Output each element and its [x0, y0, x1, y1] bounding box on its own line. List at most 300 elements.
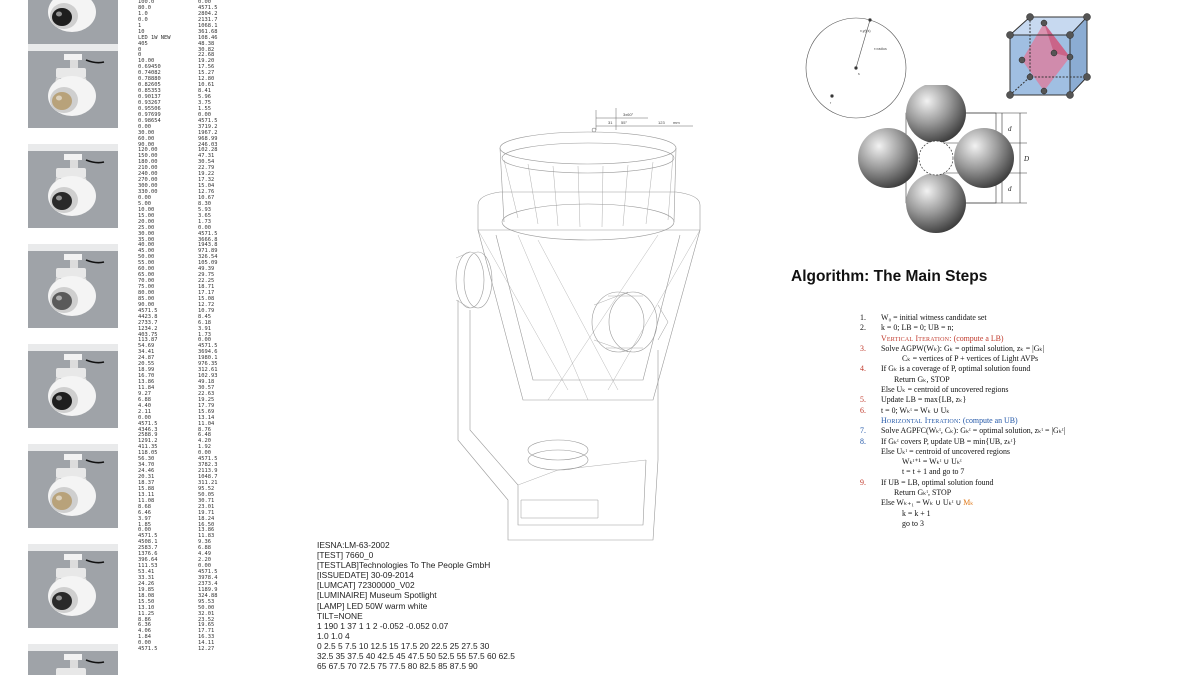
data-cell-right: 19.65	[198, 622, 215, 629]
data-cell-left: 403.75	[138, 331, 158, 338]
data-cell-right: 1967.2	[198, 129, 218, 136]
dimension-callout	[592, 108, 693, 132]
data-cell-left: 2.11	[138, 408, 151, 415]
data-cell-left: 118.05	[138, 450, 158, 457]
step-9-else	[860, 498, 1190, 508]
data-cell-left: 10	[138, 28, 145, 35]
data-cell-right: 48.38	[198, 40, 215, 47]
data-cell-left: 18.08	[138, 592, 155, 599]
data-cell-left: 24.46	[138, 468, 155, 475]
dim-label-4: 123	[658, 120, 665, 125]
data-cell-right: 19.20	[198, 58, 215, 65]
sphere-label-d1: d	[1008, 125, 1012, 133]
dim-label-1: 3x60°	[623, 112, 634, 117]
data-cell-left: 6.36	[138, 622, 151, 629]
lamp-bracket	[458, 300, 658, 540]
spotlight-product-thumbnail	[28, 344, 118, 428]
data-cell-left: 240.00	[138, 171, 158, 178]
ies-line-12: 32.5 35 37.5 40 42.5 45 47.5 50 52.5 55 57.5 60 62.5	[317, 651, 515, 662]
data-cell-left: 0.90137	[138, 94, 161, 100]
spotlight-wireframe-drawing	[418, 100, 718, 545]
data-cell-right: 11.04	[198, 420, 215, 427]
data-cell-right: 16.50	[198, 521, 215, 528]
data-cell-left: 210.00	[138, 165, 158, 172]
step-number: 6.	[860, 405, 866, 415]
step-9-return: Return Gₖᵗ, STOP	[894, 488, 952, 498]
step-2	[860, 323, 1190, 333]
data-cell-left: 11.84	[138, 384, 155, 391]
data-cell-right: 9.36	[198, 539, 211, 546]
data-cell-right: 1943.8	[198, 242, 218, 249]
data-cell-right: 49.39	[198, 266, 215, 273]
data-cell-left: LED 1W NEW	[138, 34, 171, 41]
data-cell-left: 1	[138, 22, 142, 29]
ies-line-2: [TEST] 7660_0	[317, 550, 374, 561]
data-cell-left: 405	[138, 40, 148, 47]
data-cell-right: 102.28	[198, 147, 218, 154]
data-cell-left: 0	[138, 52, 142, 59]
section-name: Horizontal Iteration:	[881, 415, 961, 425]
data-cell-right: 6.88	[198, 545, 211, 552]
dim-label-2: 31	[608, 120, 613, 125]
step-number: 7.	[860, 426, 866, 436]
data-cell-right: 18.71	[198, 284, 215, 290]
data-cell-right: 29.75	[198, 272, 215, 279]
step-4	[860, 364, 1190, 374]
data-cell-left: 180.00	[138, 159, 158, 166]
ies-file-header-text	[317, 540, 557, 671]
step-number: 2.	[860, 323, 866, 333]
data-cell-left: 30.00	[138, 230, 155, 237]
step-4-return: Return Gₖ, STOP	[894, 374, 950, 384]
data-cell-left: 0.69450	[138, 64, 161, 71]
data-cell-right: 2131.7	[198, 16, 218, 23]
data-cell-left: 8.68	[138, 503, 151, 510]
data-cell-right: 95.52	[198, 485, 215, 492]
data-cell-right: 18.24	[198, 515, 215, 522]
data-cell-right: 49.18	[198, 379, 215, 385]
data-cell-left: 10.00	[138, 58, 155, 65]
data-cell-right: 3719.2	[198, 123, 218, 130]
step-1	[860, 313, 1190, 323]
data-cell-right: 2804.2	[198, 10, 218, 17]
data-cell-right: 246.03	[198, 141, 218, 148]
data-cell-left: 20.55	[138, 361, 155, 368]
horizontal-iteration-header	[860, 416, 1190, 426]
step-9-highlight: Mₖ	[963, 498, 974, 508]
data-cell-left: 0.85353	[138, 88, 161, 95]
data-cell-left: 0.97699	[138, 111, 161, 118]
data-cell-left: 3.97	[138, 515, 151, 522]
data-cell-left: 4508.1	[138, 539, 158, 546]
step-9-else-text: Else Wₖ₊₁ = Wₖ ∪ Uₖᵗ ∪	[881, 498, 964, 508]
data-cell-left: 20.00	[138, 218, 155, 225]
data-cell-right: 17.71	[198, 628, 215, 635]
data-cell-right: 6.48	[198, 432, 211, 439]
step-8-update: Wₖᵗ⁺¹ = Wₖᵗ ∪ Uₖᵗ	[902, 457, 962, 467]
data-cell-left: 18.99	[138, 367, 155, 374]
data-cell-right: 22.68	[198, 52, 215, 59]
data-cell-right: 4571.5	[198, 4, 218, 11]
ies-line-6: [LUMINAIRE] Museum Spotlight	[317, 590, 437, 601]
data-cell-right: 1.73	[198, 218, 211, 225]
data-cell-left: 111.53	[138, 563, 158, 570]
data-cell-left: 11.08	[138, 497, 155, 504]
spotlight-product-thumbnail	[28, 244, 118, 328]
data-cell-right: 8.76	[198, 426, 211, 433]
data-row	[138, 647, 238, 653]
data-cell-left: 1376.6	[138, 551, 158, 558]
circle-label-pt: x,y(t,s)	[860, 29, 871, 33]
data-cell-left: 25.00	[138, 224, 155, 231]
ies-line-3: [TESTLAB]Technologies To The People GmbH	[317, 560, 491, 571]
data-cell-right: 17.79	[198, 402, 215, 409]
step-8-else: Else Uₖᵗ = centroid of uncovered regions	[881, 446, 1010, 456]
data-cell-right: 3782.3	[198, 462, 218, 469]
step-number: 5.	[860, 395, 866, 405]
data-cell-right: 0.00	[198, 563, 211, 570]
data-cell-left: 56.30	[138, 456, 155, 463]
data-cell-right: 976.35	[198, 361, 218, 368]
data-cell-right: 4571.5	[198, 230, 218, 237]
data-cell-right: 1048.7	[198, 474, 218, 480]
data-cell-left: 4346.3	[138, 426, 158, 433]
data-cell-right: 4571.5	[198, 569, 218, 575]
data-cell-right: 50.00	[198, 604, 215, 611]
data-cell-left: 0.93267	[138, 99, 161, 106]
data-cell-right: 15.04	[198, 183, 215, 190]
data-cell-left: 0	[138, 46, 142, 53]
spotlight-product-thumbnail	[28, 444, 118, 528]
section-note: (compute an UB)	[962, 415, 1018, 425]
step-text: t = 0; Wₖᵗ = Wₖ ∪ Uₖ	[881, 405, 950, 415]
algorithm-steps	[860, 313, 1190, 529]
circle-label-ring: r=radius	[874, 47, 887, 51]
data-cell-right: 3694.6	[198, 349, 218, 356]
data-cell-right: 23.01	[198, 503, 215, 510]
data-cell-right: 0.00	[198, 450, 211, 457]
data-cell-left: 85.00	[138, 295, 155, 302]
data-cell-right: 14.11	[198, 640, 215, 647]
ies-line-4: [ISSUEDATE] 30-09-2014	[317, 570, 414, 581]
data-cell-right: 30.54	[198, 159, 215, 166]
section-note: (compute a LB)	[953, 333, 1004, 343]
data-cell-right: 19.25	[198, 396, 215, 403]
data-cell-left: 70.00	[138, 278, 155, 285]
data-cell-right: 12.72	[198, 301, 215, 308]
data-cell-right: 1.92	[198, 444, 211, 451]
data-cell-right: 12.76	[198, 189, 215, 195]
data-cell-right: 5.96	[198, 94, 211, 100]
ies-line-1: IESNA:LM-63-2002	[317, 540, 390, 550]
data-cell-left: 4571.5	[138, 307, 158, 314]
data-cell-left: 2583.7	[138, 545, 158, 552]
data-cell-right: 23.52	[198, 616, 215, 623]
data-cell-right: 1.55	[198, 105, 211, 112]
data-cell-left: 80.0	[138, 4, 151, 11]
data-cell-left: 4571.5	[138, 533, 158, 540]
data-cell-right: 4571.5	[198, 456, 218, 463]
data-cell-right: 19.22	[198, 171, 215, 178]
data-cell-left: 0.0	[138, 16, 148, 23]
data-cell-right: 324.88	[198, 592, 218, 599]
ies-line-10: 1.0 1.0 4	[317, 630, 350, 641]
data-cell-right: 2.20	[198, 557, 211, 564]
step-8-loop: t = t + 1 and go to 7	[902, 467, 965, 477]
data-cell-right: 12.80	[198, 76, 215, 83]
data-cell-right: 16.33	[198, 634, 215, 641]
data-cell-left: 60.00	[138, 266, 155, 273]
data-cell-right: 22.63	[198, 390, 215, 397]
data-cell-right: 13.14	[198, 414, 215, 421]
data-cell-left: 150.00	[138, 153, 158, 160]
data-cell-left: 1234.2	[138, 325, 158, 332]
vertical-iteration-header	[860, 334, 1190, 344]
step-number: 4.	[860, 364, 866, 374]
data-cell-right: 15.08	[198, 295, 215, 302]
data-cell-right: 2373.4	[198, 580, 218, 587]
data-cell-left: 9.27	[138, 390, 151, 397]
data-cell-right: 10.79	[198, 307, 215, 314]
data-cell-left: 34.41	[138, 349, 155, 356]
step-text: If UB = LB, optimal solution found	[881, 477, 994, 487]
step-5	[860, 395, 1190, 405]
sphere-label-d2: d	[1008, 185, 1012, 193]
data-cell-left: 0.00	[138, 527, 151, 534]
data-cell-left: 0.95506	[138, 105, 161, 112]
data-cell-left: 411.35	[138, 444, 158, 451]
step-8	[860, 437, 1190, 447]
data-cell-left: 0.00	[138, 123, 151, 130]
data-cell-left: 24.26	[138, 580, 155, 587]
data-cell-left: 396.64	[138, 557, 158, 564]
data-cell-right: 17.32	[198, 177, 215, 184]
data-cell-left: 4571.5	[138, 646, 158, 653]
data-cell-left: 8.86	[138, 616, 151, 623]
data-cell-right: 4571.5	[198, 343, 218, 350]
data-cell-left: 60.00	[138, 135, 155, 142]
data-cell-right: 8.45	[198, 313, 211, 320]
data-cell-left: 5.00	[138, 200, 151, 207]
data-cell-left: 75.00	[138, 284, 155, 290]
data-cell-right: 12.27	[198, 646, 215, 653]
circle-label-s: s	[858, 72, 860, 76]
spotlight-product-thumbnail	[28, 644, 118, 675]
data-cell-left: 30.00	[138, 129, 155, 136]
data-cell-left: 0.82605	[138, 82, 161, 89]
ies-line-8: TILT=NONE	[317, 610, 363, 621]
data-cell-left: 40.00	[138, 242, 155, 249]
data-cell-right: 6.18	[198, 319, 211, 326]
data-cell-right: 968.99	[198, 135, 218, 142]
data-cell-right: 30.71	[198, 497, 215, 504]
step-text: If Gₖ is a coverage of P, optimal solution found	[881, 364, 1031, 374]
data-cell-left: 2588.9	[138, 432, 158, 439]
step-text: Solve AGPW(Wₖ): Gₖ = optimal solution, zₖ = |Gₖ|	[881, 343, 1045, 353]
data-cell-right: 3.65	[198, 212, 211, 219]
data-cell-left: 24.87	[138, 355, 155, 362]
step-3-continuation: Cₖ = vertices of P + vertices of Light AVPs	[902, 354, 1039, 364]
data-cell-right: 102.93	[198, 373, 218, 380]
data-cell-right: 10.67	[198, 194, 215, 201]
data-cell-left: 15.50	[138, 598, 155, 605]
data-cell-left: 10.00	[138, 206, 155, 213]
step-text: If Gₖᵗ covers P, update UB = min{UB, zₖᵗ}	[881, 436, 1017, 446]
data-cell-right: 22.25	[198, 278, 215, 285]
data-cell-left: 50.00	[138, 254, 155, 261]
data-cell-right: 19.71	[198, 509, 215, 516]
lamp-head	[478, 132, 700, 400]
step-9	[860, 478, 1190, 488]
data-cell-left: 45.00	[138, 248, 155, 255]
data-cell-left: 300.00	[138, 183, 158, 190]
data-cell-right: 326.54	[198, 254, 218, 261]
data-cell-left: 0.98654	[138, 117, 161, 124]
data-cell-right: 1068.1	[198, 22, 218, 29]
data-cell-left: 4571.5	[138, 420, 158, 427]
step-7	[860, 426, 1190, 436]
data-cell-left: 15.88	[138, 485, 155, 492]
data-cell-left: 4.06	[138, 628, 151, 635]
data-cell-right: 8.30	[198, 200, 211, 207]
data-cell-left: 19.85	[138, 586, 155, 593]
data-cell-left: 6.46	[138, 509, 151, 516]
data-cell-left: 100.0	[138, 0, 155, 5]
data-cell-left: 330.00	[138, 189, 158, 195]
data-cell-left: 13.10	[138, 604, 155, 611]
data-cell-right: 0.00	[198, 337, 211, 344]
ies-line-11: 0 2.5 5 7.5 10 12.5 15 17.5 20 22.5 25 27.5 30	[317, 640, 490, 651]
dim-label-3: 55°	[621, 120, 628, 125]
ies-line-5: [LUMCAT] 72300000_V02	[317, 580, 415, 591]
data-cell-right: 1189.9	[198, 586, 218, 593]
sphere-packing-diagram	[852, 85, 1052, 265]
algorithm-title: Algorithm: The Main Steps	[791, 268, 988, 285]
step-number: 8.	[860, 436, 866, 446]
data-cell-left: 16.70	[138, 373, 155, 380]
step-text: Solve AGPFC(Wₖᵗ, Cₖ): Gₖᵗ = optimal solution, zₖᵗ = |Gₖᵗ|	[881, 426, 1066, 436]
ies-line-7: [LAMP] LED 50W warm white	[317, 600, 428, 611]
data-cell-left: 35.00	[138, 236, 155, 243]
data-cell-left: 6.88	[138, 396, 151, 403]
step-3	[860, 344, 1190, 354]
data-cell-right: 95.53	[198, 598, 215, 605]
step-9-increment: k = k + 1	[902, 508, 931, 518]
data-cell-left: 90.00	[138, 141, 155, 148]
data-cell-right: 108.46	[198, 34, 218, 41]
step-9-goto: go to 3	[902, 518, 924, 528]
data-cell-left: 65.00	[138, 272, 155, 279]
data-cell-left: 4423.8	[138, 313, 158, 320]
step-text: Update LB = max{LB, zₖ}	[881, 395, 967, 405]
data-cell-right: 15.27	[198, 70, 215, 77]
data-cell-right: 22.79	[198, 165, 215, 172]
step-number: 9.	[860, 477, 866, 487]
data-cell-left: 53.41	[138, 569, 155, 575]
data-cell-right: 1.73	[198, 331, 211, 338]
data-cell-left: 2733.7	[138, 319, 158, 326]
data-cell-right: 0.00	[198, 224, 211, 231]
data-cell-left: 55.00	[138, 260, 155, 267]
data-cell-right: 3666.8	[198, 236, 218, 243]
data-cell-left: 0.74082	[138, 70, 161, 77]
spotlight-product-thumbnail	[28, 144, 118, 228]
step-4-else: Else Uₖ = centroid of uncovered regions	[881, 385, 1009, 395]
data-cell-right: 50.05	[198, 491, 215, 498]
step-6	[860, 406, 1190, 416]
data-cell-left: 0.00	[138, 194, 151, 201]
data-cell-left: 33.31	[138, 574, 155, 581]
step-number: 3.	[860, 343, 866, 353]
data-cell-left: 20.31	[138, 474, 155, 480]
sphere-label-D: D	[1024, 155, 1030, 163]
data-cell-right: 32.01	[198, 610, 215, 617]
data-cell-right: 4.49	[198, 551, 211, 558]
spotlight-product-thumbnail	[28, 0, 118, 44]
data-cell-left: 13.86	[138, 379, 155, 385]
data-cell-left: 120.00	[138, 147, 158, 154]
data-cell-right: 4.20	[198, 438, 211, 445]
ies-line-9: 1 190 1 37 1 1 2 -0.052 -0.052 0.07	[317, 620, 449, 631]
data-cell-right: 4571.5	[198, 117, 218, 124]
data-cell-right: 311.21	[198, 479, 218, 486]
data-cell-left: 1.0	[138, 10, 148, 17]
data-cell-left: 1291.2	[138, 438, 158, 445]
circle-label-r: r	[830, 101, 832, 105]
data-cell-right: 3.91	[198, 325, 211, 332]
data-cell-left: 0.00	[138, 640, 151, 647]
data-cell-right: 30.57	[198, 384, 215, 391]
data-cell-left: 1.85	[138, 521, 151, 528]
data-cell-right: 0.00	[198, 0, 211, 5]
data-cell-right: 2113.9	[198, 468, 218, 475]
data-cell-right: 361.68	[198, 28, 218, 35]
data-cell-left: 1.84	[138, 634, 151, 641]
step-text: W₀ = initial witness candidate set	[881, 313, 987, 322]
step-number: 1.	[860, 313, 866, 322]
section-name: Vertical Iteration:	[881, 333, 952, 343]
data-cell-right: 1980.1	[198, 355, 218, 362]
data-cell-left: 34.70	[138, 462, 155, 469]
data-cell-right: 8.41	[198, 88, 211, 95]
data-cell-right: 13.86	[198, 527, 215, 534]
photometric-data-columns	[138, 0, 238, 675]
data-cell-right: 30.82	[198, 46, 215, 53]
spotlight-product-thumbnail	[28, 544, 118, 628]
dim-label-5: mm	[673, 120, 680, 125]
data-cell-left: 54.69	[138, 343, 155, 350]
data-cell-right: 3.75	[198, 99, 211, 106]
data-cell-left: 80.00	[138, 289, 155, 296]
data-cell-left: 0.00	[138, 414, 151, 421]
data-cell-right: 47.31	[198, 153, 215, 160]
data-cell-right: 17.17	[198, 289, 215, 296]
data-cell-left: 0.78880	[138, 76, 161, 83]
data-cell-left: 4.40	[138, 402, 151, 409]
step-text: k = 0; LB = 0; UB = n;	[881, 323, 954, 333]
data-cell-right: 312.61	[198, 367, 218, 374]
data-cell-left: 90.00	[138, 301, 155, 308]
ies-line-13: 65 67.5 70 72.5 75 77.5 80 82.5 85 87.5 90	[317, 661, 478, 672]
data-cell-right: 11.83	[198, 533, 215, 540]
data-cell-right: 3978.4	[198, 574, 218, 581]
data-cell-right: 971.89	[198, 248, 218, 255]
data-cell-right: 15.69	[198, 408, 215, 415]
spotlight-product-thumbnail	[28, 44, 118, 128]
data-cell-right: 10.61	[198, 82, 215, 89]
data-cell-left: 18.37	[138, 479, 155, 486]
data-cell-left: 270.00	[138, 177, 158, 184]
